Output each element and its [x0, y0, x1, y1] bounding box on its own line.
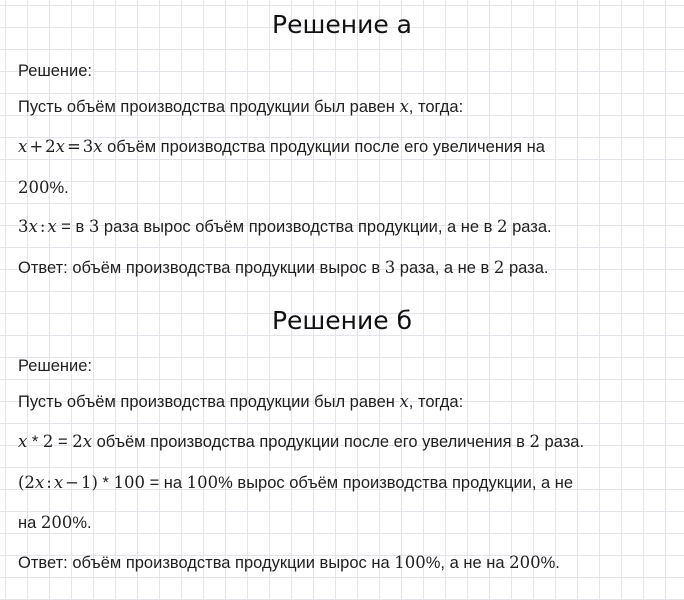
text: % вырос объём производства продукции, а не [218, 474, 574, 492]
math-var: x [53, 473, 64, 492]
section-b-line-2 [18, 431, 674, 453]
math-var: x [93, 137, 103, 156]
math-num: 100 [394, 553, 426, 572]
text: Ответ: объём производства продукции вырос в [18, 259, 385, 277]
math-num: 200 [509, 553, 541, 572]
math-num: 2 [497, 217, 508, 236]
math-num: 2 [42, 432, 54, 451]
math-num: 2 [529, 432, 540, 451]
math-var: x [34, 473, 45, 492]
section-b-answer [18, 552, 674, 574]
math-num: 1) [80, 473, 98, 492]
text: Пусть объём производства продукции был равен [18, 98, 400, 116]
math-op: = [66, 137, 81, 156]
text: = [53, 433, 73, 451]
math-num: 3 [88, 217, 100, 236]
section-b-line-3 [18, 472, 674, 494]
section-a-label: Решение: [18, 62, 92, 80]
text: = на [144, 474, 187, 492]
math-var: x [18, 432, 28, 451]
math-num: 3 [18, 217, 29, 236]
math-num: 3 [384, 258, 396, 277]
text: раза, а не в [395, 259, 494, 277]
math-num: 2 [45, 137, 56, 156]
math-var: x [47, 217, 57, 236]
math-var: x [18, 137, 28, 156]
math-num: 3 [82, 137, 94, 156]
section-b-line-1 [18, 391, 674, 413]
section-a-title: Решение а [272, 10, 412, 39]
math-op: − [65, 473, 79, 492]
section-a-line-4 [18, 216, 674, 238]
math-var: x [55, 137, 65, 156]
section-a-line-1 [18, 96, 674, 118]
text: %, а не на [425, 554, 510, 572]
text: раза вырос объём производства продукции, а не в [99, 218, 498, 236]
text: раза. [507, 218, 552, 236]
math-var: x [399, 392, 409, 411]
text: объём производства продукции после его увеличения на [102, 138, 545, 156]
text: * [97, 474, 114, 492]
math-num: 2 [72, 432, 83, 451]
text: , тогда: [408, 393, 464, 411]
math-op: : [46, 473, 52, 492]
text: * [27, 433, 43, 451]
text: %. [72, 514, 92, 532]
text: , тогда: [408, 98, 464, 116]
section-a-line-2 [18, 136, 674, 158]
text: раза. [539, 433, 585, 451]
math-var: x [399, 97, 409, 116]
math-op: : [39, 217, 46, 236]
text: раза. [504, 259, 549, 277]
section-b-title: Решение б [271, 306, 413, 335]
text: объём производства продукции после его увеличения в [92, 433, 530, 451]
math-var: x [82, 432, 93, 451]
math-num: 200 [18, 178, 50, 197]
text: %. [49, 179, 69, 197]
text: Пусть объём производства продукции был равен [18, 393, 400, 411]
text: Ответ: объём производства продукции вырос на [18, 554, 395, 572]
math-num: 2 [493, 258, 505, 277]
text: = в [56, 218, 89, 236]
text: на [18, 514, 41, 532]
section-a-line-3 [18, 177, 674, 199]
section-a-answer [18, 257, 674, 279]
math-var: x [28, 217, 38, 236]
section-b-label: Решение: [18, 357, 92, 375]
math-num: 100 [113, 473, 145, 492]
math-num: (2 [18, 473, 35, 492]
math-num: 100 [186, 473, 219, 492]
text: %. [540, 554, 560, 572]
math-num: 200 [40, 513, 73, 532]
section-b-line-4 [18, 512, 674, 534]
math-op: + [29, 137, 44, 156]
